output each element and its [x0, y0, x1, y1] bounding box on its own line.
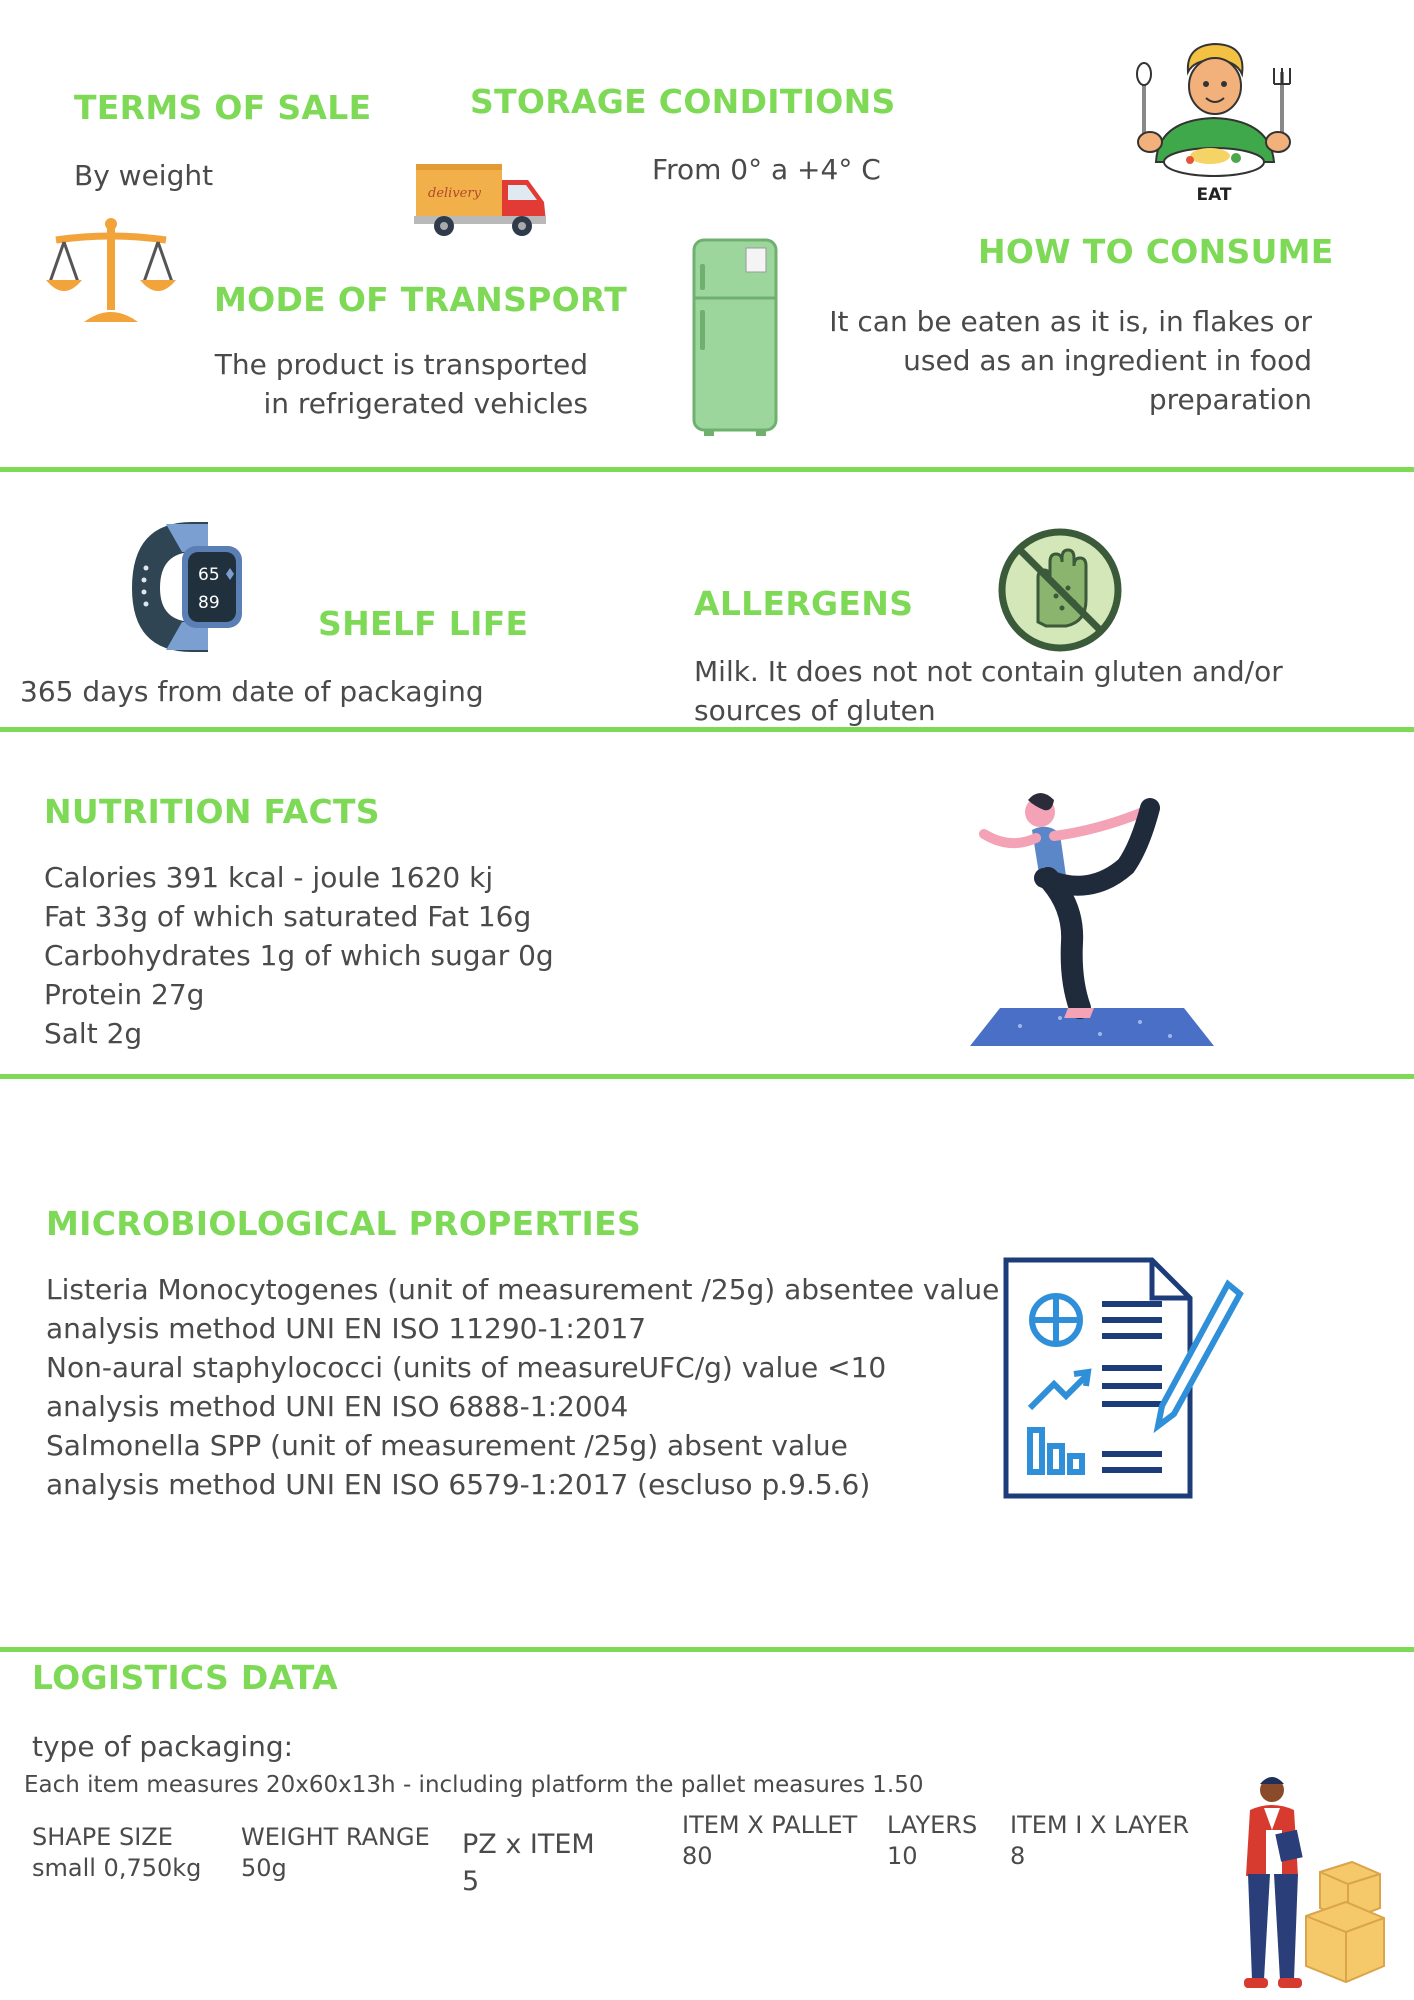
- micro-line: analysis method UNI EN ISO 6579-1:2017 (escluso p.9.5.6): [46, 1468, 871, 1501]
- nutrition-list: [44, 858, 554, 1053]
- smartwatch-icon: [122, 516, 246, 658]
- packaging-label: type of packaging:: [32, 1730, 294, 1763]
- scale-icon: [46, 214, 176, 326]
- divider: [0, 1647, 1414, 1652]
- item-layer-label: ITEM I X LAYER: [1010, 1811, 1189, 1839]
- measure-text: Each item measures 20x60x13h - including platform the pallet measures 1.50: [24, 1772, 924, 1798]
- micro-line: Non-aural staphylococci (units of measureUFC/g) value <10: [46, 1351, 887, 1384]
- consume-line: preparation: [1148, 383, 1312, 416]
- nutrition-line: Protein 27g: [44, 978, 205, 1011]
- svg-text:EAT: EAT: [1196, 185, 1232, 205]
- weight-range-value: 50g: [241, 1854, 287, 1882]
- boy-eating-icon: [1128, 38, 1300, 208]
- nutrition-line: Carbohydrates 1g of which sugar 0g: [44, 939, 554, 972]
- pz-item-label: PZ x ITEM: [462, 1829, 595, 1860]
- weight-range-label: WEIGHT RANGE: [241, 1823, 430, 1851]
- nutrition-heading: NUTRITION FACTS: [44, 792, 380, 831]
- item-pallet-label: ITEM X PALLET: [682, 1811, 858, 1839]
- logistics-pz-item: [462, 1826, 595, 1900]
- fridge-icon: [690, 236, 780, 438]
- svg-text:89: 89: [198, 593, 220, 613]
- consume-line: It can be eaten as it is, in flakes or: [829, 305, 1312, 338]
- item-pallet-value: 80: [682, 1842, 713, 1870]
- allergens-heading: ALLERGENS: [694, 584, 914, 623]
- shape-size-label: SHAPE SIZE: [32, 1823, 173, 1851]
- no-hand-allergen-icon: [996, 526, 1124, 654]
- logistics-layers: [887, 1810, 977, 1872]
- allergens-line: Milk. It does not not contain gluten and/or: [694, 655, 1283, 688]
- delivery-man-illustration: [1222, 1770, 1402, 1996]
- shelf-life-heading: SHELF LIFE: [318, 604, 529, 643]
- logistics-heading: LOGISTICS DATA: [32, 1658, 338, 1697]
- micro-line: Salmonella SPP (unit of measurement /25g) absent value: [46, 1429, 848, 1462]
- divider: [0, 467, 1414, 472]
- terms-of-sale-text: By weight: [74, 159, 214, 192]
- item-layer-value: 8: [1010, 1842, 1026, 1870]
- storage-heading: STORAGE CONDITIONS: [470, 82, 896, 121]
- shape-size-value: small 0,750kg: [32, 1854, 202, 1882]
- storage-text: From 0° a +4° C: [652, 153, 881, 186]
- terms-of-sale-heading: TERMS OF SALE: [74, 88, 372, 127]
- pz-item-value: 5: [462, 1866, 480, 1897]
- layers-label: LAYERS: [887, 1811, 978, 1839]
- micro-line: Listeria Monocytogenes (unit of measurement /25g) absentee value: [46, 1273, 1000, 1306]
- nutrition-line: Calories 391 kcal - joule 1620 kj: [44, 861, 494, 894]
- svg-text:65: 65: [198, 565, 220, 585]
- consume-text: [800, 302, 1312, 419]
- micro-line: analysis method UNI EN ISO 6888-1:2004: [46, 1390, 629, 1423]
- svg-text:delivery: delivery: [428, 186, 481, 201]
- consume-line: used as an ingredient in food: [903, 344, 1312, 377]
- logistics-item-pallet: [682, 1810, 857, 1872]
- micro-heading: MICROBIOLOGICAL PROPERTIES: [46, 1204, 642, 1243]
- transport-line: The product is transported: [214, 348, 588, 381]
- divider: [0, 1074, 1414, 1079]
- logistics-item-layer: [1010, 1810, 1189, 1872]
- nutrition-line: Fat 33g of which saturated Fat 16g: [44, 900, 532, 933]
- divider: [0, 727, 1414, 732]
- micro-list: [46, 1270, 999, 1504]
- logistics-shape-size: [32, 1822, 201, 1884]
- yoga-woman-illustration: [940, 786, 1244, 1048]
- allergens-line: sources of gluten: [694, 694, 936, 727]
- allergens-text: [694, 652, 1283, 730]
- nutrition-line: Salt 2g: [44, 1017, 143, 1050]
- shelf-life-text: 365 days from date of packaging: [20, 675, 484, 708]
- layers-value: 10: [887, 1842, 918, 1870]
- transport-text: [214, 345, 588, 423]
- report-document-icon: [1002, 1256, 1246, 1502]
- consume-heading: HOW TO CONSUME: [978, 232, 1334, 271]
- transport-heading: MODE OF TRANSPORT: [214, 280, 628, 319]
- logistics-weight-range: [241, 1822, 430, 1884]
- transport-line: in refrigerated vehicles: [263, 387, 588, 420]
- delivery-truck-icon: [414, 160, 550, 238]
- micro-line: analysis method UNI EN ISO 11290-1:2017: [46, 1312, 647, 1345]
